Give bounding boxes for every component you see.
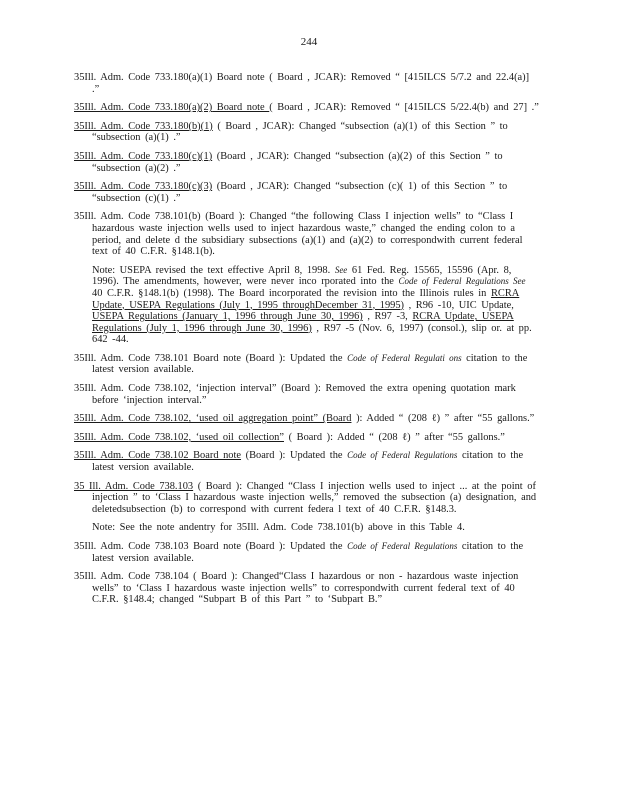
entry-cfr-title: Code of Federal Regulati ons xyxy=(347,352,462,363)
entry-text: ( Board ): Changed “Class I injection wells used to inject ... at the point of injection ” to ‘Class I hazardous waste injection wells,” removed the subsection (a) designation, and deletedsubsection (b) to correspond with current federa l text of 40 C.F.R. §148.3. xyxy=(92,480,537,515)
entry-text: Board note ( Board , JCAR): Removed “ [415ILCS 5/7.2 and 22.4(a)] .” xyxy=(92,72,530,95)
entry-text: citation to the latest version available. xyxy=(92,450,524,474)
note-see: See xyxy=(334,264,348,275)
note-see-738-101 xyxy=(74,522,540,534)
entry-citation: 35Ill. Adm. Code 733.180(b)(1) xyxy=(74,120,213,132)
note-text: , R96 -10, UIC Update, xyxy=(404,299,514,311)
entry-citation: 35Ill. Adm. Code 738.101(b) xyxy=(74,211,201,223)
entry-citation: 35Ill. Adm. Code 733.180(c)(1) xyxy=(74,150,213,162)
note-see: See xyxy=(508,276,526,287)
entry-733-180-c1 xyxy=(74,151,540,174)
page-number: 244 xyxy=(300,36,318,48)
note-text: , R97 -3, xyxy=(362,311,413,323)
entry-text: 35Ill. Adm. Code 738.101 Board note (Board ): Updated the xyxy=(74,352,348,364)
entry-733-180-a1 xyxy=(74,72,540,95)
entry-738-103-board-note xyxy=(74,541,540,564)
entry-text: ( Board ): Added “ (208 ℓ) ” after “55 gallons.” xyxy=(283,431,505,443)
entry-738-102-aggregation-point xyxy=(74,413,540,425)
entry-text: (Board ): Changed “the following Class I injection wells” to “Class I hazardous waste injection wells used to inject hazardous waste,” changed the ending colon to a period, and delete d the subsidiary subsections (a)(1) and (a)(2) to correspondwith current federal text of 40 C.F.R. §148.1(b). xyxy=(92,211,523,258)
entry-738-101-board-note xyxy=(74,353,540,376)
entry-text: ( Board , JCAR): Changed “subsection (a)(1) of this Section ” to “subsection (a)(1) .” xyxy=(92,120,508,144)
entry-738-102-injection-interval xyxy=(74,383,540,406)
entry-text: (Board ): Updated the xyxy=(241,450,348,462)
note-docket-3: RCRA Update, USEPA Regulations (July 1, 1996 through June 30, 1996) xyxy=(92,311,514,334)
entry-citation: 35 Ill. Adm. Code 738.103 xyxy=(74,480,194,492)
entry-citation: 35Ill. Adm. Code 738.102, ‘used oil collection” xyxy=(74,431,284,443)
entry-text: citation to the latest version available. xyxy=(92,541,524,564)
note-text: , R97 -5 (Nov. 6, 1997) (consol.), slip or. at pp. 642 -44. xyxy=(92,322,532,346)
note-docket-2: USEPA Regulations (January 1, 1996 through June 30, 1996) xyxy=(92,311,363,323)
note-usepa-revision xyxy=(74,265,540,346)
entry-citation: 35Ill. Adm. Code 733.180(a)(2) xyxy=(74,102,213,114)
entry-text: citation to the latest version available. xyxy=(92,352,528,376)
entry-citation: 35Ill. Adm. Code 738.102 Board note xyxy=(74,450,242,462)
entry-733-180-a2 xyxy=(74,102,540,114)
entry-citation: 35Ill. Adm. Code 733.180(a)(1) xyxy=(74,72,213,83)
entry-738-104 xyxy=(74,571,540,606)
entry-738-102-oil-collection xyxy=(74,432,540,444)
note-text: Note: See the note andentry for 35Ill. Adm. Code 738.101(b) above in this Table 4. xyxy=(92,522,465,534)
entry-text: ): Added “ (208 ℓ) ” after “55 gallons.” xyxy=(351,413,535,425)
entry-738-102-board-note xyxy=(74,450,540,473)
note-docket-1: RCRA Update, USEPA Regulations (July 1, 1995 throughDecember 31, 1995) xyxy=(92,287,520,311)
entry-738-101-b xyxy=(74,211,540,257)
note-cfr-title: Code of Federal Regulations xyxy=(398,276,509,287)
entry-text: (Board , JCAR): Changed “subsection (c)( 1) of this Section ” to “subsection (c)(1) .” xyxy=(92,181,508,204)
note-text: 40 C.F.R. §148.1(b) (1998). The Board incorporated the revision into the Illinois rules in xyxy=(92,287,491,299)
entry-citation: 35Ill. Adm. Code 733.180(c)(3) xyxy=(74,181,213,193)
entry-cfr-title: Code of Federal Regulations xyxy=(347,541,458,551)
entry-738-103 xyxy=(74,481,540,516)
entry-text: ( Board , JCAR): Removed “ [415ILCS 5/22.4(b) and 27] .” xyxy=(269,102,539,114)
entry-text: 35Ill. Adm. Code 738.103 Board note (Board ): Updated the xyxy=(74,541,348,552)
note-text: Note: USEPA revised the text effective April 8, 1998. xyxy=(92,264,335,276)
entry-733-180-b1 xyxy=(74,121,540,144)
entry-733-180-c3 xyxy=(74,181,540,204)
entry-cfr-title: Code of Federal Regulations xyxy=(347,450,458,461)
entry-text: 35Ill. Adm. Code 738.104 ( Board ): Changed“Class I hazardous or non - hazardous waste injection wells” to ‘Class I hazardous waste injection wells” to correspondwith current federal text of 40 C.F.R. §148.4; changed “Subpart B of this Part ” to ‘Subpart B.” xyxy=(74,571,519,606)
entry-text: 35Ill. Adm. Code 738.102, ‘injection interval” (Board ): Removed the extra opening quotation mark before ‘injection interval.” xyxy=(74,383,516,406)
note-text: 61 Fed. Reg. 15565, 15596 (Apr. 8, 1996). The amendments, however, were never inco rporated into the xyxy=(92,264,512,288)
entry-text: (Board , JCAR): Changed “subsection (a)(2) of this Section ” to “subsection (a)(2) .” xyxy=(92,150,503,174)
amendment-table xyxy=(74,72,540,613)
entry-citation-note: Board note xyxy=(212,102,270,114)
entry-citation: 35Ill. Adm. Code 738.102, ‘used oil aggregation point” (Board xyxy=(74,413,352,425)
